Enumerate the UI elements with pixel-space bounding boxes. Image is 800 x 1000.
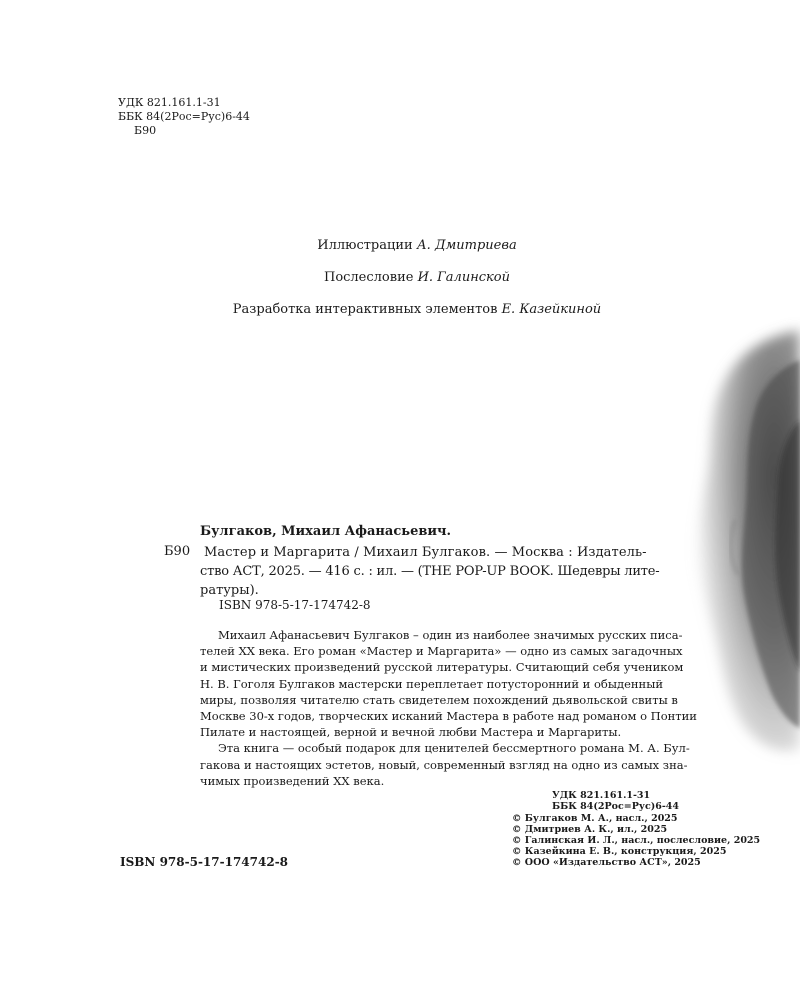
annotation-line: гакова и настоящих эстетов, новый, современный взгляд на одно из самых зна- [200, 757, 688, 772]
bottom-isbn: ISBN 978-5-17-174742-8 [120, 855, 289, 869]
cutter-code: Б90 [134, 124, 157, 137]
copyright-block [512, 813, 760, 868]
copyright-line: © ООО «Издательство АСТ», 2025 [512, 857, 701, 868]
credit-afterword-label: Послесловие [323, 270, 414, 285]
annotation-line: телей ХХ века. Его роман «Мастер и Маргарита» — одно из самых загадочных [200, 644, 683, 659]
credit-interactive-name: Е. Казейкиной [501, 302, 602, 317]
catalog-cutter: Б90 [164, 544, 191, 559]
credit-afterword [0, 270, 800, 286]
copyright-line: © Булгаков М. А., насл., 2025 [512, 813, 678, 824]
top-classification [118, 96, 250, 138]
copyright-line: © Казейкина Е. В., конструкция, 2025 [512, 846, 727, 857]
catalog-line: ратуры). [200, 583, 259, 598]
annotation-line: Н. В. Гоголя Булгаков мастерски переплетает потусторонний и обыденный [200, 676, 664, 691]
annotation-line: Михаил Афанасьевич Булгаков – один из наиболее значимых русских писа- [218, 628, 683, 642]
copyright-line: © Галинская И. Л., насл., послесловие, 2025 [512, 835, 761, 846]
credit-interactive-label: Разработка интерактивных элементов [232, 302, 498, 317]
annotation [200, 627, 697, 789]
credit-interactive [0, 302, 800, 318]
udk-code: УДК 821.161.1-31 [118, 96, 221, 109]
annotation-line: Пилате и настоящей, верной и вечной любви Мастера и Маргариты. [200, 725, 622, 740]
annotation-line: Эта книга — особый подарок для ценителей бессмертного романа М. А. Бул- [218, 741, 690, 756]
bbk-code: ББК 84(2Рос=Рус)6-44 [118, 110, 250, 123]
annotation-classification [552, 790, 679, 812]
annotation-line: миры, позволяя читателю стать свидетелем похождений дьявольской свиты в [200, 692, 678, 707]
annotation-line: и мистических произведений русской литературы. Считающий себя учеником [200, 660, 684, 675]
catalog-line: Мастер и Маргарита / Михаил Булгаков. — Москва : Издатель- [204, 545, 647, 560]
copyright-line: © Дмитриев А. К., ил., 2025 [512, 824, 668, 835]
catalog-line: ство АСТ, 2025. — 416 с. : ил. — (THE POP-UP BOOK. Шедевры лите- [200, 564, 660, 579]
credit-illustrations-label: Иллюстрации [317, 238, 413, 253]
credit-afterword-name: И. Галинской [417, 270, 510, 285]
catalog-isbn: ISBN 978-5-17-174742-8 [219, 598, 371, 612]
annotation-udk: УДК 821.161.1-31 [552, 790, 651, 801]
catalog-author: Булгаков, Михаил Афанасьевич. [200, 524, 452, 539]
credit-illustrations [0, 238, 800, 254]
catalog-description [200, 543, 672, 600]
credit-illustrations-name: А. Дмитриева [416, 238, 517, 253]
annotation-bbk: ББК 84(2Рос=Рус)6-44 [552, 801, 680, 812]
annotation-line: Москве 30-х годов, творческих исканий Мастера в работе над романом о Понтии [200, 709, 697, 724]
annotation-line: чимых произведений ХХ века. [200, 773, 385, 788]
